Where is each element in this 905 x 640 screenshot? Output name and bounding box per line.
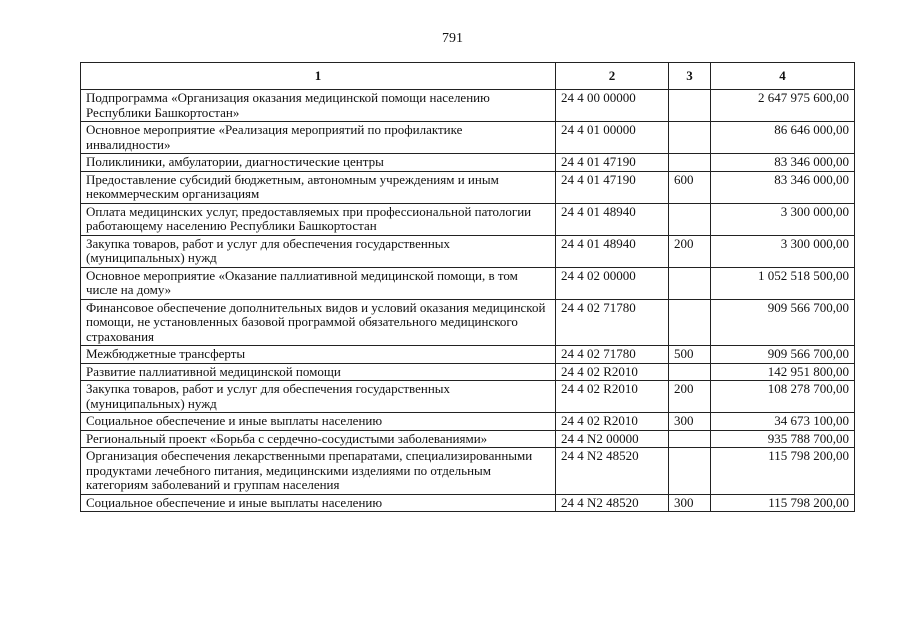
row-code: 24 4 00 00000 xyxy=(556,90,669,122)
row-name: Региональный проект «Борьба с сердечно-сосудистыми заболеваниями» xyxy=(81,430,556,448)
table-row xyxy=(81,413,855,431)
row-name: Организация обеспечения лекарственными препаратами, специализированными продуктами лечебного питания, медицинскими изделиями по отдельным категориям заболеваний и группам населения xyxy=(81,448,556,495)
row-code: 24 4 02 R2010 xyxy=(556,363,669,381)
row-name: Оплата медицинских услуг, предоставляемых при профессиональной патологии работающему населению Республики Башкортостан xyxy=(81,203,556,235)
row-name: Закупка товаров, работ и услуг для обеспечения государственных (муниципальных) нужд xyxy=(81,381,556,413)
row-name: Основное мероприятие «Реализация мероприятий по профилактике инвалидности» xyxy=(81,122,556,154)
table-header-row xyxy=(81,63,855,90)
row-name: Предоставление субсидий бюджетным, автономным учреждениям и иным некоммерческим организациям xyxy=(81,171,556,203)
row-type: 200 xyxy=(669,381,711,413)
row-amount: 83 346 000,00 xyxy=(711,154,855,172)
row-code: 24 4 02 R2010 xyxy=(556,381,669,413)
row-name: Поликлиники, амбулатории, диагностические центры xyxy=(81,154,556,172)
header-col-1: 1 xyxy=(81,63,556,90)
table-row xyxy=(81,122,855,154)
table-row xyxy=(81,154,855,172)
row-amount: 115 798 200,00 xyxy=(711,448,855,495)
row-code: 24 4 01 47190 xyxy=(556,154,669,172)
row-name: Социальное обеспечение и иные выплаты населению xyxy=(81,413,556,431)
table-row xyxy=(81,267,855,299)
row-amount: 83 346 000,00 xyxy=(711,171,855,203)
header-col-2: 2 xyxy=(556,63,669,90)
row-code: 24 4 01 48940 xyxy=(556,203,669,235)
row-code: 24 4 02 71780 xyxy=(556,299,669,346)
row-name: Подпрограмма «Организация оказания медицинской помощи населению Республики Башкортостан» xyxy=(81,90,556,122)
row-amount: 909 566 700,00 xyxy=(711,299,855,346)
table-row xyxy=(81,299,855,346)
row-code: 24 4 01 48940 xyxy=(556,235,669,267)
row-code: 24 4 01 47190 xyxy=(556,171,669,203)
row-amount: 2 647 975 600,00 xyxy=(711,90,855,122)
row-type xyxy=(669,154,711,172)
row-name: Развитие паллиативной медицинской помощи xyxy=(81,363,556,381)
header-col-4: 4 xyxy=(711,63,855,90)
row-amount: 909 566 700,00 xyxy=(711,346,855,364)
table-row xyxy=(81,381,855,413)
row-type: 300 xyxy=(669,413,711,431)
row-amount: 1 052 518 500,00 xyxy=(711,267,855,299)
row-name: Межбюджетные трансферты xyxy=(81,346,556,364)
header-col-3: 3 xyxy=(669,63,711,90)
row-amount: 108 278 700,00 xyxy=(711,381,855,413)
row-amount: 3 300 000,00 xyxy=(711,203,855,235)
row-type: 500 xyxy=(669,346,711,364)
row-name: Основное мероприятие «Оказание паллиативной медицинской помощи, в том числе на дому» xyxy=(81,267,556,299)
row-amount: 3 300 000,00 xyxy=(711,235,855,267)
row-code: 24 4 02 00000 xyxy=(556,267,669,299)
row-type xyxy=(669,363,711,381)
row-name: Финансовое обеспечение дополнительных видов и условий оказания медицинской помощи, не установленных базовой программой обязательного медицинского страхования xyxy=(81,299,556,346)
row-type xyxy=(669,203,711,235)
row-amount: 34 673 100,00 xyxy=(711,413,855,431)
row-type xyxy=(669,90,711,122)
row-amount: 86 646 000,00 xyxy=(711,122,855,154)
row-amount: 115 798 200,00 xyxy=(711,494,855,512)
row-code: 24 4 N2 00000 xyxy=(556,430,669,448)
row-type xyxy=(669,122,711,154)
table-row xyxy=(81,494,855,512)
row-code: 24 4 N2 48520 xyxy=(556,494,669,512)
table-row xyxy=(81,90,855,122)
page-number: 791 xyxy=(442,31,463,46)
table-row xyxy=(81,203,855,235)
table-row xyxy=(81,346,855,364)
row-name: Закупка товаров, работ и услуг для обеспечения государственных (муниципальных) нужд xyxy=(81,235,556,267)
row-amount: 935 788 700,00 xyxy=(711,430,855,448)
row-amount: 142 951 800,00 xyxy=(711,363,855,381)
row-type: 600 xyxy=(669,171,711,203)
row-code: 24 4 01 00000 xyxy=(556,122,669,154)
table-row xyxy=(81,235,855,267)
row-code: 24 4 02 R2010 xyxy=(556,413,669,431)
row-code: 24 4 N2 48520 xyxy=(556,448,669,495)
row-type: 200 xyxy=(669,235,711,267)
row-name: Социальное обеспечение и иные выплаты населению xyxy=(81,494,556,512)
row-type xyxy=(669,299,711,346)
table-row xyxy=(81,430,855,448)
table-row xyxy=(81,448,855,495)
row-type xyxy=(669,267,711,299)
table-row xyxy=(81,363,855,381)
row-type xyxy=(669,448,711,495)
row-type: 300 xyxy=(669,494,711,512)
row-type xyxy=(669,430,711,448)
budget-table xyxy=(80,62,855,512)
row-code: 24 4 02 71780 xyxy=(556,346,669,364)
table-row xyxy=(81,171,855,203)
